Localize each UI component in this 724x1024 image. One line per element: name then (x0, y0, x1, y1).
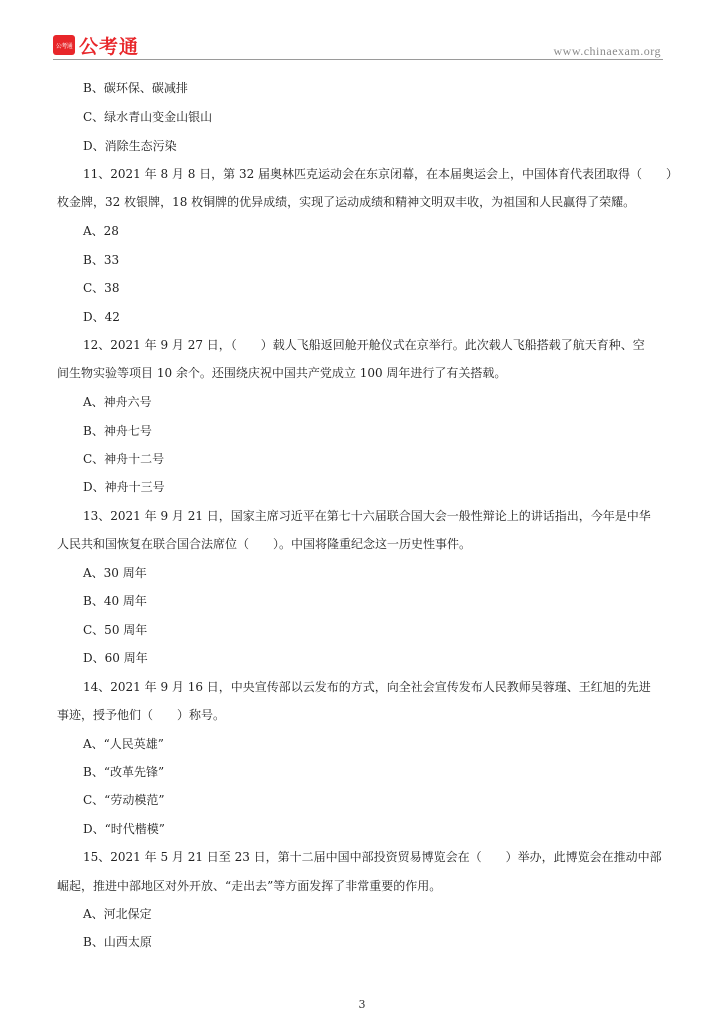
question-12: 12、2021 年 9 月 27 日，（ ）载人飞船返回舱开舱仪式在京举行。此次载人飞船搭载了航天育种、空 (83, 338, 645, 352)
site-url: www.chinaexam.org (553, 44, 661, 58)
option-a-q15: A、河北保定 (83, 907, 152, 921)
question-14: 14、2021 年 9 月 16 日，中央宣传部以云发布的方式，向全社会宣传发布人民教师吴蓉瑾、王红旭的先进 (83, 680, 651, 694)
option-c-q13: C、50 周年 (83, 623, 148, 637)
option-b-q15: B、山西太原 (83, 935, 152, 949)
option-a-q12: A、神舟六号 (83, 395, 152, 409)
logo-text: 公考通 (79, 36, 140, 58)
question-12-cont: 间生物实验等项目 10 余个。还围绕庆祝中国共产党成立 100 周年进行了有关搭载。 (57, 366, 507, 380)
option-c-q14: C、“劳动模范” (83, 793, 165, 807)
header-divider (53, 59, 663, 60)
option-d-q13: D、60 周年 (83, 651, 148, 665)
option-b-q13: B、40 周年 (83, 594, 147, 608)
question-11-cont: 枚金牌，32 枚银牌，18 枚铜牌的优异成绩，实现了运动成绩和精神文明双丰收，为祖国和人民赢得了荣耀。 (57, 195, 636, 209)
option-a-q11: A、28 (83, 224, 119, 238)
option-b-q10: B、碳环保、碳减排 (83, 81, 188, 95)
option-d-q11: D、42 (83, 310, 120, 324)
question-14-cont: 事迹，授予他们（ ）称号。 (57, 708, 226, 722)
option-b-q11: B、33 (83, 253, 120, 267)
option-d-q10: D、消除生态污染 (83, 139, 177, 153)
question-15-cont: 崛起，推进中部地区对外开放、“走出去”等方面发挥了非常重要的作用。 (57, 879, 442, 893)
question-13-cont: 人民共和国恢复在联合国合法席位（ ）。中国将隆重纪念这一历史性事件。 (57, 537, 472, 551)
logo-badge: 公考通 (53, 35, 75, 55)
question-13: 13、2021 年 9 月 21 日，国家主席习近平在第七十六届联合国大会一般性辩论上的讲话指出，今年是中华 (83, 509, 651, 523)
option-b-q12: B、神舟七号 (83, 424, 152, 438)
option-c-q10: C、绿水青山变金山银山 (83, 110, 213, 124)
option-d-q14: D、“时代楷模” (83, 822, 165, 836)
option-c-q11: C、38 (83, 281, 120, 295)
option-c-q12: C、神舟十二号 (83, 452, 165, 466)
option-a-q13: A、30 周年 (83, 566, 147, 580)
option-a-q14: A、“人民英雄” (83, 737, 164, 751)
option-d-q12: D、神舟十三号 (83, 480, 165, 494)
question-11: 11、2021 年 8 月 8 日，第 32 届奥林匹克运动会在东京闭幕，在本届奥运会上，中国体育代表团取得（ ） (83, 167, 679, 181)
option-b-q14: B、“改革先锋” (83, 765, 165, 779)
page-header (0, 0, 724, 64)
question-15: 15、2021 年 5 月 21 日至 23 日，第十二届中国中部投资贸易博览会在（ ）举办，此博览会在推动中部 (83, 850, 662, 864)
page-number: 3 (358, 998, 366, 1011)
